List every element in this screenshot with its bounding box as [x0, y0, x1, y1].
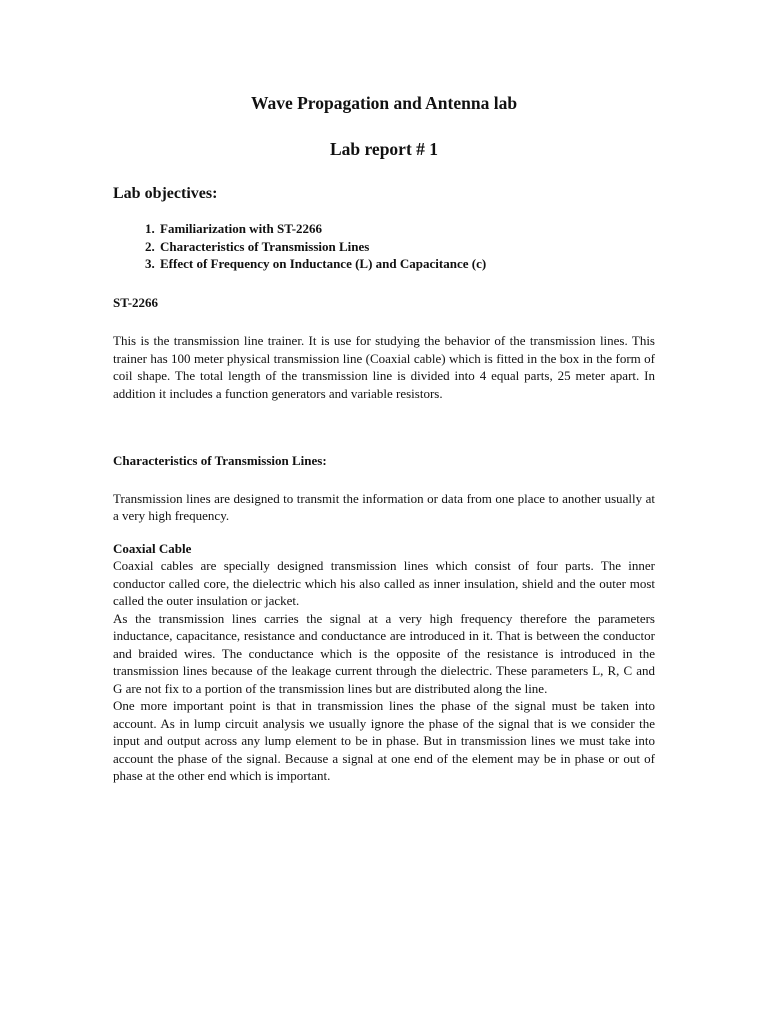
document-subtitle: Lab report # 1 — [329, 139, 439, 159]
objectives-heading: Lab objectives: — [113, 185, 218, 202]
characteristics-paragraph: Transmission lines are designed to transmit the information or data from one place to another usually at a very high frequency. — [113, 490, 655, 523]
coaxial-paragraph: Coaxial cables are specially designed transmission lines which consist of four parts. The inner conductor called core, the dielectric which his also called as inner insulation, shield and the outer most called the outer insulation or jacket. — [113, 558, 655, 608]
document-title: Wave Propagation and Antenna lab — [250, 93, 518, 113]
objective-item: 3. Effect of Frequency on Inductance (L) and Capacitance (c) — [158, 255, 655, 273]
coaxial-cable-heading: Coaxial Cable — [113, 540, 192, 556]
objective-item: 1. Familiarization with ST-2266 — [158, 220, 655, 238]
st-paragraph: This is the transmission line trainer. It is use for studying the behavior of the transmission lines. This trainer has 100 meter physical transmission line (Coaxial cable) which is fitted in the box in the form of coil shape. The total length of the transmission line is divided into 4 equal parts, 25 meter apart. In addition it includes a function generators and variable resistors. — [113, 333, 655, 401]
objectives-list — [113, 220, 655, 273]
characteristics-heading: Characteristics of Transmission Lines: — [113, 453, 327, 468]
coaxial-paragraph: One more important point is that in transmission lines the phase of the signal must be taken into account. As in lump circuit analysis we usually ignore the phase of the signal that is we consider the input and output across any lump element to be in phase. But in transmission lines we must take into account the phase of the signal. Because a signal at one end of the element may be in phase or out of phase at the other end which is important. — [113, 698, 655, 783]
st-heading: ST-2266 — [113, 294, 159, 310]
document-body — [113, 90, 655, 785]
coaxial-paragraph: As the transmission lines carries the signal at a very high frequency therefore the parameters inductance, capacitance, resistance and conductance are introduced in it. That is between the conductor and braided wires. The conductance which is the opposite of the resistance is introduced in the transmission lines because of the leakage current through the dielectric. These parameters L, R, C and G are not fix to a portion of the transmission lines but are distributed along the line. — [113, 610, 655, 696]
objective-item: 2. Characteristics of Transmission Lines — [158, 238, 655, 256]
